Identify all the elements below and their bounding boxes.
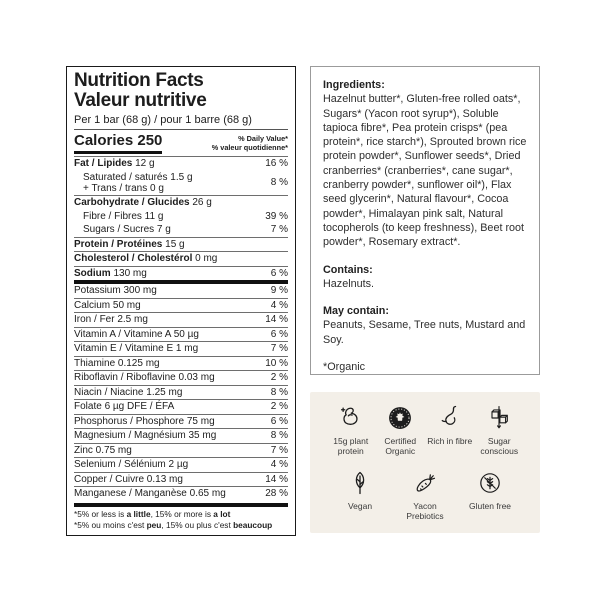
nutrient-row (74, 399, 288, 414)
nutrient-label: Cholesterol / Cholestérol 0 mg (74, 253, 218, 265)
nutrient-row (74, 457, 288, 472)
nutrient-row (74, 486, 288, 501)
gluten-free-icon (476, 469, 504, 497)
badge-row-1 (310, 404, 540, 456)
nutrient-row (74, 414, 288, 429)
nutrient-daily-value: 28 % (265, 488, 288, 500)
nutrient-row (74, 385, 288, 400)
feature-badge (425, 404, 475, 456)
nutrient-label: Manganese / Manganèse 0.65 mg (74, 488, 226, 500)
nutrient-daily-value: 14 % (265, 314, 288, 326)
nutrient-daily-value: 9 % (270, 285, 288, 297)
nutrient-label: Thiamine 0.125 mg (74, 357, 160, 369)
badge-label: Vegan (347, 501, 373, 511)
badge-label: Gluten free (468, 501, 512, 511)
nutrient-daily-value: 14 % (265, 473, 288, 485)
feature-badge (396, 469, 454, 521)
nutrient-row (74, 443, 288, 458)
nutrient-daily-value: 6 % (270, 415, 288, 427)
ingredients-header: Ingredients: (323, 79, 385, 91)
nutrient-daily-value: 39 % (265, 210, 288, 222)
ingredients-panel (310, 66, 540, 375)
feature-badges-panel (310, 392, 540, 533)
nutrient-label: Phosphorus / Phosphore 75 mg (74, 415, 215, 427)
nutrient-row (74, 251, 288, 266)
daily-value-footnote (74, 503, 288, 531)
nutrient-daily-value: 6 % (270, 267, 288, 279)
footnote-line: *5% ou moins c'est peu, 15% ou plus c'est beaucoup (74, 519, 273, 530)
feature-badge (376, 404, 426, 456)
nutrition-title-fr: Valeur nutritive (74, 90, 207, 111)
nutrient-rows (74, 156, 288, 501)
nutrient-daily-value: 4 % (270, 459, 288, 471)
nutrient-row (74, 156, 288, 171)
nutrient-daily-value: 8 % (270, 177, 288, 189)
badge-label: Certified Organic (384, 436, 417, 456)
badge-row-2 (310, 469, 540, 521)
nutrient-label: Sodium 130 mg (74, 267, 147, 279)
stomach-icon (436, 404, 464, 432)
nutrient-label: Zinc 0.75 mg (74, 444, 132, 456)
feature-badge (326, 404, 376, 456)
daily-value-header: % Daily Value* % valeur quotidienne* (211, 134, 288, 152)
footnote-line: *5% or less is a little, 15% or more is a lot (74, 509, 231, 519)
nutrient-label: Magnesium / Magnésium 35 mg (74, 430, 217, 442)
feature-badge (331, 469, 389, 521)
yacon-root-icon (411, 469, 439, 497)
nutrient-label: Copper / Cuivre 0.13 mg (74, 473, 183, 485)
badge-label: Rich in fibre (427, 436, 473, 446)
nutrient-label: Protein / Protéines 15 g (74, 238, 185, 250)
nutrition-title-en: Nutrition Facts (74, 70, 204, 91)
nutrient-row (74, 472, 288, 487)
nutrient-row (74, 312, 288, 327)
nutrient-daily-value: 16 % (265, 158, 288, 170)
calories-underline (74, 151, 162, 155)
nutrient-row (74, 223, 288, 237)
badge-label: Sugar conscious (480, 436, 519, 456)
nutrient-label: Vitamin A / Vitamine A 50 µg (74, 328, 199, 340)
contains-list: Hazelnuts. (323, 277, 375, 290)
ingredients-list: Hazelnut butter*, Gluten-free rolled oats*, Sugars* (Yacon root syrup*), Soluble tapioca fibre*, Pea protein crisps* (pea protein*, rice starch*), Sprouted brown rice protein powder*, Sunflower seeds*, Dried cranberries* (cranberries*, cane sugar*, cranberry powder*, sunflower oil*), Flax seed glycerin*, Natural flavour*, Cocoa powder*, Himalayan pink salt, Natural tocopherols (to keep freshness), Beet root powder*, Rosemary extract*. (323, 93, 527, 249)
may-contain-header: May contain: (323, 305, 389, 318)
nutrient-label: Fibre / Fibres 11 g (83, 210, 164, 222)
nutrient-daily-value: 8 % (270, 430, 288, 442)
nutrient-row (74, 370, 288, 385)
nutrient-daily-value: 10 % (265, 357, 288, 369)
nutrient-row (74, 356, 288, 371)
nutrient-label: Selenium / Sélénium 2 µg (74, 459, 189, 471)
calories-value: Calories 250 (74, 132, 163, 149)
nutrient-label: Riboflavin / Riboflavine 0.03 mg (74, 372, 215, 384)
feature-badge (461, 469, 519, 521)
nutrient-row (74, 237, 288, 252)
feature-badge (475, 404, 525, 456)
nutrient-label: Calcium 50 mg (74, 299, 141, 311)
leaf-icon (346, 469, 374, 497)
nutrient-row (74, 284, 288, 298)
nutrient-label: Iron / Fer 2.5 mg (74, 314, 148, 326)
badge-label: Yacon Prebiotics (406, 501, 444, 521)
serving-size: Per 1 bar (68 g) / pour 1 barre (68 g) (74, 114, 252, 126)
nutrient-daily-value: 6 % (270, 328, 288, 340)
contains-header: Contains: (323, 263, 373, 276)
nutrient-daily-value: 7 % (270, 444, 288, 456)
nutrient-daily-value: 4 % (270, 299, 288, 311)
nutrient-row (74, 171, 288, 196)
nutrient-label: Folate 6 µg DFE / ÉFA (74, 401, 175, 413)
nutrient-daily-value: 7 % (270, 224, 288, 236)
certified-organic-icon (386, 404, 414, 432)
nutrient-row (74, 266, 288, 281)
nutrient-daily-value: 2 % (270, 372, 288, 384)
nutrient-label: Fat / Lipides 12 g (74, 158, 155, 170)
nutrient-label: Carbohydrate / Glucides 26 g (74, 197, 212, 209)
nutrient-label: Niacin / Niacine 1.25 mg (74, 386, 183, 398)
nutrient-label: Sugars / Sucres 7 g (83, 224, 171, 236)
nutrient-label: Potassium 300 mg (74, 285, 157, 297)
nutrient-row (74, 341, 288, 356)
nutrient-label: Vitamin E / Vitamine E 1 mg (74, 343, 199, 355)
nutrient-row (74, 298, 288, 313)
nutrient-daily-value: 7 % (270, 343, 288, 355)
organic-footnote: *Organic (323, 361, 366, 374)
nutrient-row (74, 327, 288, 342)
nutrient-row (74, 210, 288, 224)
nutrient-row (74, 428, 288, 443)
nutrition-facts-panel (66, 66, 296, 536)
may-contain-list: Peanuts, Sesame, Tree nuts, Mustard and Soy. (323, 319, 526, 346)
muscle-arm-icon (337, 404, 365, 432)
nutrient-label: Saturated / saturés 1.5 g + Trans / trans 0 g (83, 171, 193, 194)
calories-row (74, 130, 288, 156)
nutrient-daily-value: 2 % (270, 401, 288, 413)
sugar-cubes-icon (485, 404, 513, 432)
nutrient-daily-value: 8 % (270, 386, 288, 398)
nutrient-row (74, 195, 288, 210)
badge-label: 15g plant protein (333, 436, 369, 456)
